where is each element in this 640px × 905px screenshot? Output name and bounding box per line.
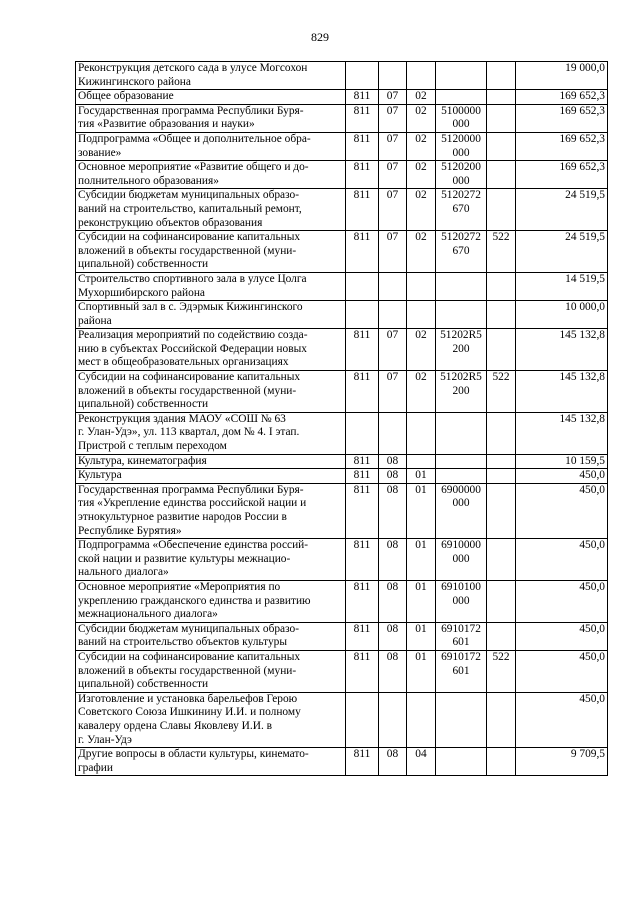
table-row xyxy=(76,161,608,189)
table-row xyxy=(76,539,608,581)
amount-cell: 145 132,8 xyxy=(516,412,608,454)
subsection-code-cell: 02 xyxy=(407,329,436,371)
ministry-code-cell: 811 xyxy=(346,104,379,132)
amount-cell: 24 519,5 xyxy=(516,189,608,231)
table-row xyxy=(76,301,608,329)
budget-table-body xyxy=(76,62,608,776)
subsection-code-cell xyxy=(407,62,436,90)
expense-type-cell xyxy=(487,748,516,776)
expense-type-cell xyxy=(487,539,516,581)
item-name-cell: Подпрограмма «Общее и дополнительное обра- зование» xyxy=(76,132,346,160)
subsection-code-cell xyxy=(407,692,436,747)
subsection-code-cell: 04 xyxy=(407,748,436,776)
target-article-cell: 6900000 000 xyxy=(436,483,487,538)
amount-cell: 10 000,0 xyxy=(516,301,608,329)
subsection-code-cell: 01 xyxy=(407,580,436,622)
section-code-cell: 08 xyxy=(379,539,407,581)
subsection-code-cell: 02 xyxy=(407,90,436,105)
table-row xyxy=(76,580,608,622)
table-row xyxy=(76,748,608,776)
ministry-code-cell: 811 xyxy=(346,231,379,273)
target-article-cell: 51202R5 200 xyxy=(436,329,487,371)
table-row xyxy=(76,469,608,484)
item-name-cell: Другие вопросы в области культуры, кинемато- графии xyxy=(76,748,346,776)
section-code-cell: 08 xyxy=(379,748,407,776)
expense-type-cell: 522 xyxy=(487,371,516,413)
ministry-code-cell: 811 xyxy=(346,650,379,692)
item-name-cell: Реконструкция здания МАОУ «СОШ № 63 г. Улан-Удэ», ул. 113 квартал, дом № 4. I этап. Пристрой с теплым переходом xyxy=(76,412,346,454)
table-row xyxy=(76,189,608,231)
ministry-code-cell: 811 xyxy=(346,189,379,231)
section-code-cell: 08 xyxy=(379,483,407,538)
item-name-cell: Государственная программа Республики Буря- тия «Укрепление единства российской нации и этнокультурное развитие народов России в Республике Бурятия» xyxy=(76,483,346,538)
target-article-cell: 51202R5 200 xyxy=(436,371,487,413)
ministry-code-cell: 811 xyxy=(346,454,379,469)
ministry-code-cell: 811 xyxy=(346,90,379,105)
ministry-code-cell: 811 xyxy=(346,580,379,622)
ministry-code-cell: 811 xyxy=(346,469,379,484)
expense-type-cell xyxy=(487,692,516,747)
item-name-cell: Субсидии на софинансирование капитальных вложений в объекты государственной (муни- ципальной) собственности xyxy=(76,231,346,273)
table-row xyxy=(76,692,608,747)
table-row xyxy=(76,231,608,273)
section-code-cell: 08 xyxy=(379,622,407,650)
amount-cell: 169 652,3 xyxy=(516,90,608,105)
section-code-cell: 07 xyxy=(379,132,407,160)
expense-type-cell: 522 xyxy=(487,650,516,692)
target-article-cell xyxy=(436,454,487,469)
amount-cell: 145 132,8 xyxy=(516,371,608,413)
ministry-code-cell: 811 xyxy=(346,132,379,160)
ministry-code-cell: 811 xyxy=(346,371,379,413)
expense-type-cell xyxy=(487,483,516,538)
ministry-code-cell xyxy=(346,692,379,747)
subsection-code-cell: 01 xyxy=(407,483,436,538)
target-article-cell xyxy=(436,272,487,300)
target-article-cell xyxy=(436,748,487,776)
subsection-code-cell: 01 xyxy=(407,622,436,650)
ministry-code-cell: 811 xyxy=(346,329,379,371)
table-row xyxy=(76,272,608,300)
target-article-cell: 6910100 000 xyxy=(436,580,487,622)
ministry-code-cell xyxy=(346,62,379,90)
section-code-cell xyxy=(379,692,407,747)
expense-type-cell xyxy=(487,90,516,105)
amount-cell: 169 652,3 xyxy=(516,132,608,160)
subsection-code-cell: 01 xyxy=(407,469,436,484)
target-article-cell xyxy=(436,90,487,105)
amount-cell: 450,0 xyxy=(516,692,608,747)
expense-type-cell xyxy=(487,580,516,622)
subsection-code-cell: 02 xyxy=(407,104,436,132)
amount-cell: 24 519,5 xyxy=(516,231,608,273)
expense-type-cell xyxy=(487,189,516,231)
item-name-cell: Государственная программа Республики Буря- тия «Развитие образования и науки» xyxy=(76,104,346,132)
subsection-code-cell: 02 xyxy=(407,161,436,189)
item-name-cell: Подпрограмма «Обеспечение единства россий- ской нации и развитие культуры межнацио- нального диалога» xyxy=(76,539,346,581)
amount-cell: 450,0 xyxy=(516,469,608,484)
section-code-cell: 07 xyxy=(379,371,407,413)
table-row xyxy=(76,412,608,454)
table-row xyxy=(76,454,608,469)
section-code-cell xyxy=(379,301,407,329)
target-article-cell xyxy=(436,301,487,329)
amount-cell: 145 132,8 xyxy=(516,329,608,371)
target-article-cell: 6910000 000 xyxy=(436,539,487,581)
amount-cell: 19 000,0 xyxy=(516,62,608,90)
subsection-code-cell: 01 xyxy=(407,650,436,692)
item-name-cell: Реконструкция детского сада в улусе Могсохон Кижингинского района xyxy=(76,62,346,90)
subsection-code-cell: 02 xyxy=(407,371,436,413)
expense-type-cell xyxy=(487,272,516,300)
table-row xyxy=(76,104,608,132)
table-row xyxy=(76,371,608,413)
subsection-code-cell xyxy=(407,301,436,329)
section-code-cell: 08 xyxy=(379,650,407,692)
ministry-code-cell: 811 xyxy=(346,748,379,776)
target-article-cell xyxy=(436,62,487,90)
amount-cell: 450,0 xyxy=(516,622,608,650)
item-name-cell: Основное мероприятие «Мероприятия по укреплению гражданского единства и развитию межнационального диалога» xyxy=(76,580,346,622)
table-row xyxy=(76,650,608,692)
table-row xyxy=(76,132,608,160)
amount-cell: 14 519,5 xyxy=(516,272,608,300)
page-number: 829 xyxy=(311,30,329,44)
target-article-cell: 5120272 670 xyxy=(436,231,487,273)
subsection-code-cell xyxy=(407,272,436,300)
subsection-code-cell: 02 xyxy=(407,132,436,160)
section-code-cell: 07 xyxy=(379,161,407,189)
expense-type-cell xyxy=(487,301,516,329)
ministry-code-cell: 811 xyxy=(346,161,379,189)
target-article-cell: 6910172 601 xyxy=(436,622,487,650)
section-code-cell: 07 xyxy=(379,90,407,105)
ministry-code-cell xyxy=(346,301,379,329)
expense-type-cell xyxy=(487,104,516,132)
subsection-code-cell: 01 xyxy=(407,539,436,581)
amount-cell: 450,0 xyxy=(516,483,608,538)
section-code-cell: 08 xyxy=(379,454,407,469)
section-code-cell xyxy=(379,62,407,90)
target-article-cell: 5120200 000 xyxy=(436,161,487,189)
section-code-cell: 07 xyxy=(379,104,407,132)
target-article-cell: 5120272 670 xyxy=(436,189,487,231)
amount-cell: 169 652,3 xyxy=(516,161,608,189)
amount-cell: 450,0 xyxy=(516,539,608,581)
target-article-cell: 6910172 601 xyxy=(436,650,487,692)
subsection-code-cell: 02 xyxy=(407,189,436,231)
target-article-cell xyxy=(436,412,487,454)
target-article-cell: 5100000 000 xyxy=(436,104,487,132)
table-row xyxy=(76,329,608,371)
item-name-cell: Субсидии на софинансирование капитальных вложений в объекты государственной (муни- ципальной) собственности xyxy=(76,650,346,692)
amount-cell: 169 652,3 xyxy=(516,104,608,132)
target-article-cell xyxy=(436,469,487,484)
item-name-cell: Основное мероприятие «Развитие общего и до- полнительного образования» xyxy=(76,161,346,189)
ministry-code-cell: 811 xyxy=(346,483,379,538)
table-row xyxy=(76,483,608,538)
ministry-code-cell: 811 xyxy=(346,622,379,650)
expense-type-cell: 522 xyxy=(487,231,516,273)
item-name-cell: Культура, кинематография xyxy=(76,454,346,469)
ministry-code-cell: 811 xyxy=(346,539,379,581)
amount-cell: 450,0 xyxy=(516,580,608,622)
expense-type-cell xyxy=(487,329,516,371)
item-name-cell: Общее образование xyxy=(76,90,346,105)
budget-table xyxy=(75,61,608,776)
table-row xyxy=(76,90,608,105)
ministry-code-cell xyxy=(346,412,379,454)
section-code-cell: 08 xyxy=(379,469,407,484)
expense-type-cell xyxy=(487,622,516,650)
table-row xyxy=(76,622,608,650)
expense-type-cell xyxy=(487,132,516,160)
item-name-cell: Спортивный зал в с. Эдэрмык Кижингинского района xyxy=(76,301,346,329)
item-name-cell: Реализация мероприятий по содействию созда- нию в субъектах Российской Федерации новых мест в общеобразовательных организациях xyxy=(76,329,346,371)
expense-type-cell xyxy=(487,161,516,189)
item-name-cell: Субсидии на софинансирование капитальных вложений в объекты государственной (муни- ципальной) собственности xyxy=(76,371,346,413)
subsection-code-cell: 02 xyxy=(407,231,436,273)
amount-cell: 9 709,5 xyxy=(516,748,608,776)
subsection-code-cell xyxy=(407,454,436,469)
target-article-cell xyxy=(436,692,487,747)
expense-type-cell xyxy=(487,469,516,484)
item-name-cell: Субсидии бюджетам муниципальных образо- ваний на строительство, капитальный ремонт, реконструкцию объектов образования xyxy=(76,189,346,231)
ministry-code-cell xyxy=(346,272,379,300)
amount-cell: 450,0 xyxy=(516,650,608,692)
item-name-cell: Изготовление и установка барельефов Герою Советского Союза Ишкинину И.И. и полному кавалеру ордена Славы Яковлеву И.И. в г. Улан-Удэ xyxy=(76,692,346,747)
expense-type-cell xyxy=(487,412,516,454)
section-code-cell: 07 xyxy=(379,189,407,231)
expense-type-cell xyxy=(487,62,516,90)
section-code-cell: 07 xyxy=(379,329,407,371)
subsection-code-cell xyxy=(407,412,436,454)
item-name-cell: Культура xyxy=(76,469,346,484)
item-name-cell: Строительство спортивного зала в улусе Цолга Мухоршибирского района xyxy=(76,272,346,300)
section-code-cell: 08 xyxy=(379,580,407,622)
section-code-cell xyxy=(379,272,407,300)
section-code-cell: 07 xyxy=(379,231,407,273)
table-row xyxy=(76,62,608,90)
section-code-cell xyxy=(379,412,407,454)
amount-cell: 10 159,5 xyxy=(516,454,608,469)
expense-type-cell xyxy=(487,454,516,469)
target-article-cell: 5120000 000 xyxy=(436,132,487,160)
item-name-cell: Субсидии бюджетам муниципальных образо- ваний на строительство объектов культуры xyxy=(76,622,346,650)
